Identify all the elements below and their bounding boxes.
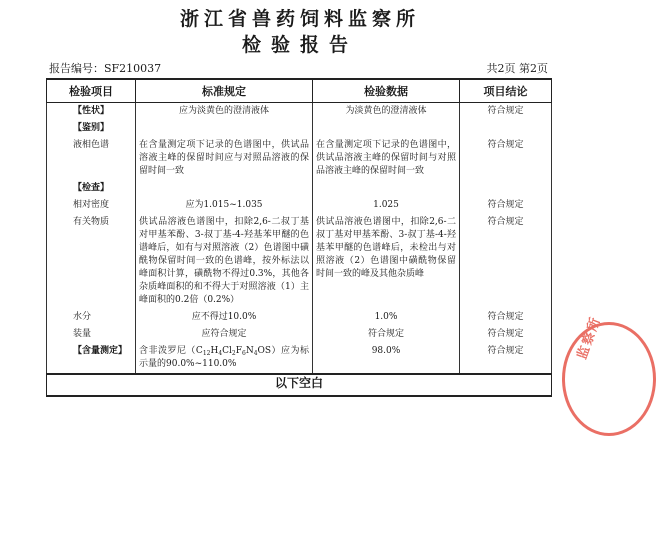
- table-row: [47, 309, 552, 326]
- table-row: [47, 103, 552, 121]
- standard-cell: 含非泼罗尼$(C_{12}H_4Cl_2F_6N_4OS)$应为标示量的90.0%~110.0%: [136, 343, 313, 374]
- standard-cell: 在含量测定项下记录的色谱图中，供试品溶液主峰的保留时间应与对照品溶液的保留时间一致: [136, 137, 313, 180]
- page-info: 共2页 第2页: [486, 62, 548, 75]
- section-character: 【性状】: [47, 103, 136, 121]
- table-row: [47, 214, 552, 309]
- table-row: [47, 326, 552, 343]
- item-cell: 液相色谱: [47, 137, 136, 180]
- standard-cell: 应为1.015~1.035: [136, 197, 313, 214]
- table-row: [47, 120, 552, 137]
- conclusion-cell: 符合规定: [460, 309, 552, 326]
- official-seal: 监察所: [562, 322, 656, 436]
- section-inspection: 【检查】: [47, 180, 136, 197]
- data-cell: 供试品溶液色谱图中，扣除2,6-二叔丁基对甲基苯酚、3-叔丁基-4-羟基苯甲醚的色谱峰后，未检出与对照溶液（2）色谱图中磺酰物保留时间一致的峰及其他杂质峰: [313, 214, 460, 309]
- conclusion-cell: 符合规定: [460, 214, 552, 309]
- table-row: [47, 137, 552, 180]
- header-conclusion: 项目结论: [460, 79, 552, 103]
- standard-cell: 应符合规定: [136, 326, 313, 343]
- standard-cell: 供试品溶液色谱图中，扣除2,6-二叔丁基对甲基苯酚、3-叔丁基-4-羟基苯甲醚的色谱峰后，如有与对照溶液（2）色谱图中磺酰物保留时间一致的色谱峰，按外标法以峰面积计算，磺酰物不得过0.3%，其他各杂质峰面积的和不得大于对照溶液（1）主峰面积的0.2倍（0.2%）: [136, 214, 313, 309]
- header-standard: 标准规定: [136, 79, 313, 103]
- conclusion-cell: 符合规定: [460, 197, 552, 214]
- header-item: 检验项目: [47, 79, 136, 103]
- standard-cell: 应不得过10.0%: [136, 309, 313, 326]
- data-cell: 1.0%: [313, 309, 460, 326]
- institution-title: 浙江省兽药饲料监察所: [179, 8, 420, 30]
- data-cell: 在含量测定项下记录的色谱图中，供试品溶液主峰的保留时间与对照品溶液主峰的保留时间一致: [313, 137, 460, 180]
- table-header-row: [47, 79, 552, 103]
- data-cell: 为淡黄色的澄清液体: [313, 103, 460, 121]
- report-title: 检验报告: [241, 34, 358, 56]
- conclusion-cell: 符合规定: [460, 326, 552, 343]
- conclusion-cell: 符合规定: [460, 103, 552, 121]
- conclusion-cell: 符合规定: [460, 343, 552, 374]
- table-row: [47, 180, 552, 197]
- table-row: [47, 343, 552, 374]
- data-cell: 1.025: [313, 197, 460, 214]
- inspection-table: [46, 78, 552, 397]
- item-cell: 装量: [47, 326, 136, 343]
- item-cell: 水分: [47, 309, 136, 326]
- section-assay: 【含量测定】: [47, 343, 136, 374]
- data-cell: 98.0%: [313, 343, 460, 374]
- item-cell: 相对密度: [47, 197, 136, 214]
- table-footer-row: [47, 374, 552, 396]
- standard-cell: 应为淡黄色的澄清液体: [136, 103, 313, 121]
- conclusion-cell: 符合规定: [460, 137, 552, 180]
- table-row: [47, 197, 552, 214]
- data-cell: 符合规定: [313, 326, 460, 343]
- item-cell: 有关物质: [47, 214, 136, 309]
- header-data: 检验数据: [313, 79, 460, 103]
- section-identification: 【鉴别】: [47, 120, 136, 137]
- report-number: 报告编号：SF210037: [49, 62, 162, 75]
- blank-below-note: 以下空白: [47, 374, 552, 396]
